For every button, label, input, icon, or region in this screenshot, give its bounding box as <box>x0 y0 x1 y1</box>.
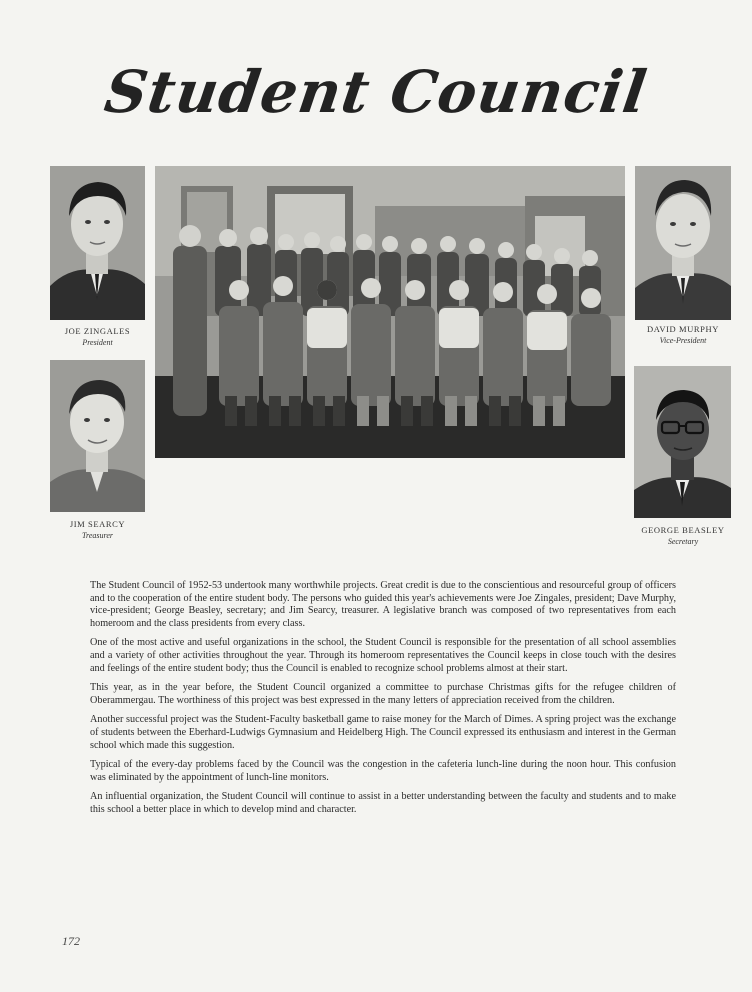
officer-caption <box>40 518 155 542</box>
article-paragraph: The Student Council of 1952-53 undertook many worthwhile projects. Great credit is due to the conscientious and resourceful group of officers and to the cooperation of the entire student body. The persons who guided this year's achievements were Joe Zingales, president; Dave Murphy, vice-president; George Beasley, secretary; and Jim Searcy, treasurer. A legislative branch was composed of two representatives from each homeroom and the class presidents from every class. <box>90 580 676 629</box>
article-paragraph: An influential organization, the Student Council will continue to assist in a better understanding between the faculty and students and to make this school a better place in which to develop mind and character. <box>90 791 676 815</box>
article-paragraph: This year, as in the year before, the Student Council organized a committee to purchase Christmas gifts for the refugee children of Oberammergau. The worthiness of this project was best expressed in the many letters of appreciation received from the children. <box>90 682 676 706</box>
officer-name: GEORGE BEASLEY <box>641 525 725 535</box>
article-paragraph: One of the most active and useful organizations in the school, the Student Council is responsible for the presentation of all school assemblies and a variety of other activities throughout the year. Through its homeroom representatives the Council keeps in close touch with the desires and feelings of the entire student body; thus the Council is enabled to recognize school problems almost at their start. <box>90 637 676 674</box>
group-photo <box>155 166 625 458</box>
officer-role: President <box>82 338 113 347</box>
officer-role: Vice-President <box>659 336 707 345</box>
officer-name: JIM SEARCY <box>69 519 126 529</box>
officer-role: Treasurer <box>82 531 113 540</box>
portrait-photo-president <box>50 166 145 320</box>
portrait-photo-treasurer <box>50 360 145 512</box>
officer-caption <box>622 323 744 347</box>
article-paragraph: Typical of the every-day problems faced by the Council was the congestion in the cafeteria lunch-line during the noon hour. This confusion was eliminated by the appointment of lunch-line monitors. <box>90 759 676 783</box>
officer-caption <box>40 325 155 349</box>
officer-name: JOE ZINGALES <box>64 326 131 336</box>
article-paragraph: Another successful project was the Student-Faculty basketball game to raise money for the March of Dimes. A spring project was the exchange of students between the Eberhard-Ludwigs Gymnasium and Heidelberg High. The Council expressed its enthusiasm and interest in the German school which made this suggestion. <box>90 714 676 751</box>
portrait-photo-vice-president <box>635 166 731 320</box>
officer-name: DAVID MURPHY <box>647 324 719 334</box>
page-number: 172 <box>62 934 80 948</box>
article-body <box>90 580 676 824</box>
portrait-photo-secretary <box>634 366 731 518</box>
officer-role: Secretary <box>667 537 699 546</box>
officer-caption <box>622 524 744 548</box>
page-title: Student Council <box>100 58 652 126</box>
